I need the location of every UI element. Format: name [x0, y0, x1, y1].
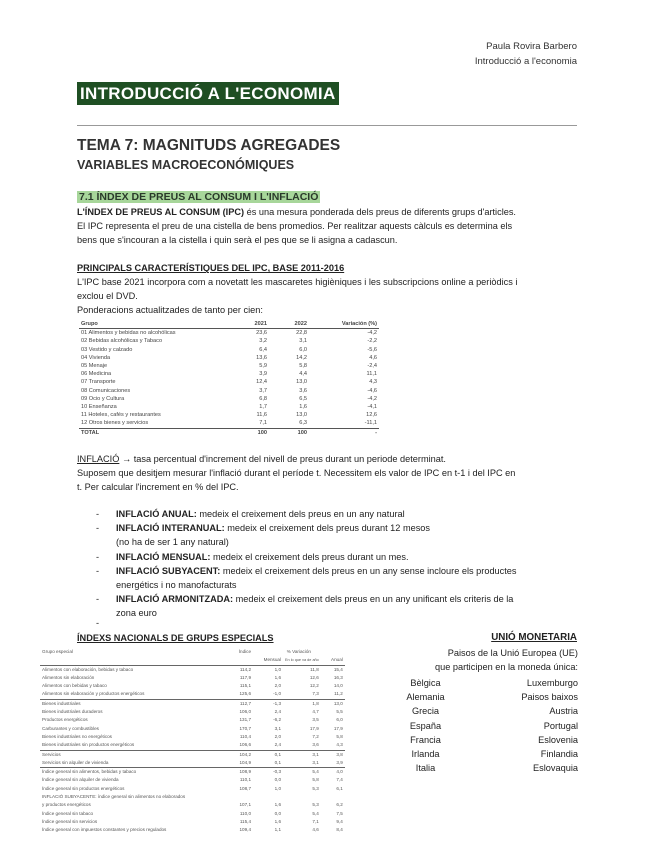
- table-row: [40, 682, 345, 690]
- bullet-continuation: energétics i no manofacturats: [116, 580, 237, 591]
- table-cell: -4,2: [367, 395, 377, 402]
- table-row: [79, 419, 379, 428]
- table-cell: 7,5: [336, 810, 343, 816]
- table-row: [40, 741, 345, 750]
- table-cell: 114,2: [239, 666, 251, 672]
- special-groups-table: [40, 648, 345, 835]
- table-cell: 06 Medicina: [81, 371, 112, 378]
- bullet-dash: -: [96, 565, 100, 576]
- table-row: [79, 395, 379, 403]
- table-cell: Alimentos sin elaboración y productos energéticos: [42, 691, 145, 697]
- bullet-term: INFLACIÓ INTERANUAL:: [116, 523, 225, 534]
- table-cell: -2,4: [367, 363, 377, 370]
- table-cell: [225, 793, 253, 801]
- table-cell: 04 Vivienda: [81, 354, 111, 361]
- bullet-dash: -: [96, 509, 100, 519]
- table-cell: 01 Alimentos y bebidas no alcohólicas: [81, 330, 176, 337]
- table-cell: 1,0: [274, 666, 281, 672]
- special-table-wrap: [40, 648, 345, 835]
- table-cell: 0,0: [274, 810, 281, 816]
- table-cell: 3,9: [259, 371, 267, 378]
- table-row: [40, 793, 345, 801]
- table-row: [79, 378, 379, 386]
- table-cell: 3,1: [312, 759, 319, 765]
- table-cell: 2,0: [274, 683, 281, 689]
- table-cell: 106,0: [239, 709, 251, 715]
- table-header-row: [79, 320, 379, 329]
- inflation-definition: [77, 452, 582, 495]
- total-cell: 100: [239, 428, 269, 437]
- monetary-union-sub1: Paisos de la Unió Europea (UE): [447, 648, 578, 658]
- table-cell: 17,9: [333, 725, 343, 731]
- table-row: [40, 801, 345, 809]
- table-cell: 1,6: [274, 802, 281, 808]
- table-cell: 1,6: [299, 404, 307, 411]
- bullet-continuation: zona euro: [116, 608, 157, 619]
- features-line3: Ponderacions actualitzades de tanto per cien:: [77, 305, 263, 316]
- table-cell: 1,7: [259, 404, 267, 411]
- table-cell: 1,6: [274, 818, 281, 824]
- table-cell: 07 Transporte: [81, 379, 116, 386]
- weights-table: [79, 320, 379, 437]
- table-cell: 5,8: [336, 733, 343, 739]
- features-line2: exclou el DVD.: [77, 291, 138, 302]
- table-cell: 112,7: [225, 699, 253, 708]
- table-cell: 4,7: [312, 709, 319, 715]
- table-cell: 4,0: [321, 768, 345, 777]
- country-name: Eslovaquia: [533, 763, 578, 774]
- header-cell: 2022: [269, 320, 309, 329]
- country-name: Francia: [410, 734, 441, 745]
- table-row: [79, 329, 379, 338]
- table-cell: -4,2: [367, 330, 377, 337]
- table-cell: 4,6: [369, 354, 377, 361]
- course-banner: INTRODUCCIÓ A L'ECONOMIA: [77, 82, 339, 105]
- weights-table-wrap: [79, 320, 379, 437]
- bullet-continuation: (no ha de ser 1 any natural): [116, 537, 229, 548]
- table-cell: 3,5: [312, 717, 319, 723]
- ipc-def-line3: bens que s'incouran a la cistella i quin serà el pes que se li asigna a cadascun.: [77, 235, 398, 246]
- table-cell: 2,0: [274, 733, 281, 739]
- list-item: [96, 592, 586, 620]
- features-line1: L'IPC base 2021 incorpora com a novetatt les mascaretes higièniques i les subscripcions online a periòdics i: [77, 277, 518, 287]
- total-cell: TOTAL: [79, 428, 239, 437]
- table-cell: 110,0: [239, 810, 251, 816]
- table-cell: -0,3: [253, 768, 283, 777]
- table-cell: 12 Otros bienes y servicios: [81, 420, 149, 427]
- list-item: [96, 564, 586, 592]
- table-cell: 09 Ocio y Cultura: [81, 395, 125, 402]
- country-row: [398, 690, 578, 704]
- bullet-term: INFLACIÓ SUBYACENT:: [116, 565, 221, 576]
- table-row: [40, 768, 345, 777]
- table-cell: 11,2: [334, 691, 343, 697]
- table-cell: 7,3: [312, 691, 319, 697]
- country-name: Irlanda: [411, 749, 440, 760]
- table-cell: 0,1: [274, 759, 281, 765]
- table-row: [40, 818, 345, 826]
- table-cell: 5,9: [259, 363, 267, 370]
- table-cell: 110,4: [239, 733, 251, 739]
- table-cell: 12,2: [309, 683, 319, 689]
- table-cell: 6,1: [336, 785, 343, 791]
- author-name: Paula Rovira Barbero: [486, 41, 577, 52]
- table-cell: 13,0: [296, 412, 307, 419]
- table-cell: -4,1: [367, 404, 377, 411]
- topic-title: TEMA 7: MAGNITUDS AGREGADES: [77, 137, 341, 154]
- table-cell: 11,1: [366, 371, 377, 378]
- table-cell: Alimentos sin elaboración: [42, 674, 95, 680]
- bullet-text: medeix el creixement dels preus en un any natural: [196, 509, 405, 519]
- country-name: Luxemburgo: [526, 678, 578, 688]
- table-cell: 5,4: [283, 768, 321, 777]
- header-cell: % Variación: [286, 649, 311, 654]
- table-cell: 6,5: [299, 395, 307, 402]
- header-cell: Índice: [238, 649, 251, 654]
- special-groups-title: ÍNDEXS NACIONALS DE GRUPS ESPECIALS: [77, 633, 274, 643]
- table-row: [40, 716, 345, 724]
- table-cell: 7,1: [259, 420, 267, 427]
- table-cell: 9,4: [336, 818, 343, 824]
- inflation-line3: t. Per calcular l'increment en % del IPC.: [77, 482, 239, 493]
- table-cell: -4,6: [367, 387, 377, 394]
- table-cell: 17,9: [309, 725, 319, 731]
- course-name: Introducció a l'economia: [474, 56, 577, 67]
- table-row: [40, 725, 345, 733]
- table-cell: y productos energéticos: [42, 802, 91, 808]
- ipc-term: L'ÍNDEX DE PREUS AL CONSUM (IPC): [77, 207, 245, 217]
- table-total-row: [79, 428, 379, 437]
- table-cell: 3,2: [259, 338, 267, 345]
- table-cell: 109,4: [239, 827, 251, 833]
- arrow-icon: →: [121, 454, 132, 464]
- table-cell: 5,4: [312, 810, 319, 816]
- table-cell: Índice general sin tabaco: [42, 810, 94, 816]
- table-cell: 13,0: [321, 699, 345, 708]
- table-cell: 22,8: [296, 330, 307, 337]
- table-row: [40, 826, 345, 834]
- table-row: [40, 759, 345, 768]
- table-cell: 05 Menaje: [81, 363, 108, 370]
- table-header-row: [40, 648, 345, 656]
- table-cell: Bienes industriales no energéticos: [42, 733, 112, 739]
- bullet-term: INFLACIÓ MENSUAL:: [116, 551, 211, 562]
- inflation-line2: Suposem que desitjem mesurar l'inflació durant el període t. Necessitem els valor de IPC en t-1 i del IPC en: [77, 468, 516, 479]
- table-cell: 110,1: [239, 777, 251, 783]
- table-cell: 3,6: [299, 387, 307, 394]
- table-row: [40, 776, 345, 784]
- country-name: Austria: [549, 706, 578, 717]
- table-cell: 117,9: [239, 674, 251, 680]
- table-cell: 4,4: [299, 371, 307, 378]
- table-cell: 0,1: [253, 750, 283, 759]
- table-row: [79, 346, 379, 354]
- table-cell: 14,2: [296, 354, 307, 361]
- table-cell: -5,6: [367, 346, 377, 353]
- table-cell: 3,8: [321, 750, 345, 759]
- extra-dash: -: [96, 618, 100, 628]
- table-cell: 1,8: [283, 699, 321, 708]
- table-cell: 6,0: [336, 717, 343, 723]
- country-name: Bèlgica: [410, 678, 441, 688]
- table-cell: Índice general sin servicios: [42, 818, 98, 824]
- table-cell: 2,4: [274, 742, 281, 748]
- table-cell: 115,1: [239, 683, 251, 689]
- bullet-dash: -: [96, 551, 100, 562]
- table-cell: 3,1: [299, 338, 307, 345]
- table-cell: -6,2: [273, 717, 281, 723]
- table-cell: 14,0: [333, 683, 343, 689]
- country-name: Finlandia: [540, 749, 578, 760]
- table-cell: 02 Bebidas alcohólicas y Tabaco: [81, 338, 163, 345]
- table-cell: Índice general con impuestos constantes y precios regulados: [42, 827, 167, 833]
- table-cell: Alimentos con elaboración, bebidas y tabaco: [42, 666, 134, 672]
- country-name: Paisos baixos: [521, 692, 578, 703]
- table-cell: 6,4: [259, 346, 267, 353]
- table-cell: 1,6: [274, 674, 281, 680]
- table-cell: Servicios sin alquiler de vivienda: [42, 759, 109, 765]
- inflation-term: INFLACIÓ: [77, 454, 120, 464]
- table-cell: 2,4: [274, 709, 281, 715]
- table-row: [79, 337, 379, 345]
- table-cell: Índice general sin alquiler de vivienda: [42, 777, 119, 783]
- table-cell: [321, 793, 345, 801]
- table-row: [79, 403, 379, 411]
- list-item: [96, 507, 586, 521]
- country-row: [398, 761, 578, 775]
- total-cell: -: [309, 428, 379, 437]
- table-cell: Bienes industriales: [40, 699, 225, 708]
- table-cell: 131,7: [239, 717, 251, 723]
- header-cell: Grupo especial: [42, 649, 73, 654]
- document-header: [475, 39, 577, 69]
- table-row: [79, 387, 379, 395]
- table-cell: 7,4: [336, 777, 343, 783]
- country-name: Eslovenia: [538, 734, 578, 745]
- header-cell: Variación (%): [309, 320, 379, 329]
- table-cell: 7,2: [312, 733, 319, 739]
- table-row: [40, 785, 345, 793]
- monetary-union-sub2: que participen en la moneda única:: [434, 662, 578, 672]
- table-cell: Índice general sin alimentos, bebidas y tabaco: [40, 768, 225, 777]
- table-cell: 15,4: [333, 666, 343, 672]
- country-name: Alemania: [406, 692, 445, 703]
- table-cell: 4,6: [312, 827, 319, 833]
- country-name: Grecia: [411, 706, 440, 717]
- total-cell: 100: [269, 428, 309, 437]
- table-cell: 3,6: [312, 742, 319, 748]
- table-cell: Productos energéticos: [42, 717, 88, 723]
- table-cell: -1,3: [253, 699, 283, 708]
- table-cell: 115,4: [239, 818, 251, 824]
- table-row: [40, 810, 345, 818]
- table-cell: [283, 793, 321, 801]
- table-row: [40, 699, 345, 708]
- bullet-term: INFLACIÓ ANUAL:: [116, 509, 197, 519]
- table-cell: -1,0: [273, 691, 281, 697]
- table-cell: Bienes industriales sin productos energéticos: [42, 742, 135, 748]
- country-name: Italia: [415, 763, 436, 774]
- table-row: [40, 665, 345, 674]
- subheader-cell: Anual: [321, 656, 345, 665]
- table-cell: 12,6: [309, 674, 319, 680]
- table-cell: [253, 793, 283, 801]
- table-cell: 12,6: [366, 412, 377, 419]
- table-cell: 170,7: [239, 725, 251, 731]
- section-title: 7.1 ÍNDEX DE PREUS AL CONSUM I L'INFLACIÓ: [79, 191, 319, 203]
- country-row: [398, 719, 578, 733]
- table-cell: -2,2: [367, 338, 377, 345]
- table-cell: 5,8: [299, 363, 307, 370]
- table-cell: 5,3: [312, 802, 319, 808]
- bullet-text: medeix el creixement dels preus en un any unificant els criteris de la: [233, 594, 514, 605]
- ipc-definition: [77, 205, 582, 248]
- table-row: [79, 411, 379, 419]
- country-name: España: [409, 720, 442, 731]
- table-cell: 7,1: [312, 818, 319, 824]
- table-cell: 0,0: [274, 777, 281, 783]
- country-row: [398, 733, 578, 747]
- bullet-dash: -: [96, 523, 100, 534]
- bullet-text: medeix el creixement dels preus durant 12 mesos: [224, 523, 431, 534]
- table-cell: Carburantes y combustibles: [42, 725, 99, 731]
- table-row: [79, 354, 379, 362]
- table-cell: 13,6: [256, 354, 267, 361]
- bullet-dash: -: [96, 594, 100, 605]
- table-cell: INFLACIÓ SUBYACENTE: índice general sin alimentos no elaborados: [42, 794, 186, 800]
- table-cell: 8,4: [336, 827, 343, 833]
- table-cell: 23,6: [256, 330, 267, 337]
- table-cell: 3,7: [259, 387, 267, 394]
- table-cell: 13,0: [296, 379, 307, 386]
- table-cell: 6,0: [299, 346, 307, 353]
- table-row: [40, 708, 345, 716]
- table-row: [79, 370, 379, 378]
- table-cell: 125,6: [239, 691, 251, 697]
- table-cell: 3,1: [274, 725, 281, 731]
- country-name: Portugal: [543, 720, 578, 731]
- table-cell: 6,8: [259, 395, 267, 402]
- table-cell: -11,1: [364, 420, 377, 427]
- inflation-def: tasa percentual d'increment del nivell de preus durant un periode determinat.: [133, 454, 446, 464]
- country-row: [398, 676, 578, 690]
- ipc-def-line2: El IPC representa el preu de una cistella de bens promedios. Per realitzar aquests càlculs es determina els: [77, 221, 513, 232]
- table-row: [79, 362, 379, 370]
- features-text: [77, 275, 582, 318]
- topic-subtitle: VARIABLES MACROECONÓMIQUES: [77, 158, 295, 172]
- table-cell: 11,8: [310, 666, 319, 672]
- table-cell: 11 Hoteles, cafés y restaurantes: [81, 412, 161, 419]
- table-row: [40, 733, 345, 741]
- table-cell: 4,3: [336, 742, 343, 748]
- table-cell: 104,9: [239, 759, 251, 765]
- list-item: [96, 521, 586, 549]
- table-cell: 104,2: [225, 750, 253, 759]
- table-cell: 3,9: [336, 759, 343, 765]
- table-cell: Alimentos con bebidas y tabaco: [42, 683, 107, 689]
- table-cell: 107,1: [239, 802, 251, 808]
- subheader-cell: Mensual: [253, 656, 283, 665]
- bullet-term: INFLACIÓ ARMONITZADA:: [116, 594, 234, 605]
- table-cell: 3,1: [283, 750, 321, 759]
- country-row: [398, 704, 578, 718]
- features-title: PRINCIPALS CARACTERÍSTIQUES DEL IPC, BASE 2011-2016: [77, 263, 345, 273]
- table-cell: 1,1: [274, 827, 281, 833]
- header-cell: 2021: [239, 320, 269, 329]
- table-cell: 108,7: [239, 785, 251, 791]
- table-cell: 1,0: [274, 785, 281, 791]
- ipc-def-text: és una mesura ponderada dels preus de diferents grups d'articles.: [244, 207, 516, 217]
- table-cell: 03 Vestido y calzado: [81, 346, 133, 353]
- table-cell: Bienes industriales duraderos: [42, 709, 103, 715]
- table-cell: 5,3: [312, 785, 319, 791]
- table-cell: 6,2: [336, 802, 343, 808]
- country-row: [398, 747, 578, 761]
- table-cell: 10 Enseñanza: [81, 404, 117, 411]
- table-cell: 5,5: [336, 709, 343, 715]
- table-row: [40, 690, 345, 699]
- table-cell: 5,8: [312, 777, 319, 783]
- list-item: [96, 550, 586, 564]
- table-cell: 16,3: [333, 674, 343, 680]
- table-cell: Servicios: [40, 750, 225, 759]
- monetary-union-title: UNIÓ MONETARIA: [491, 632, 577, 643]
- table-cell: 6,3: [299, 420, 307, 427]
- table-cell: Índice general sin productos energéticos: [42, 785, 125, 791]
- bullet-text: medeix el creixement dels preus durant un mes.: [210, 551, 409, 562]
- bullet-text: medeix el creixement dels preus en un any sense incloure els productes: [220, 565, 517, 576]
- table-cell: 4,3: [369, 379, 377, 386]
- table-cell: 08 Comunicaciones: [81, 387, 131, 394]
- country-list: [398, 676, 578, 775]
- table-subheader-row: [40, 656, 345, 665]
- monetary-union-subtitle: [398, 646, 578, 674]
- table-cell: 11,6: [256, 412, 267, 419]
- table-row: [40, 674, 345, 682]
- inflation-types-list: [96, 507, 586, 621]
- table-cell: 12,4: [256, 379, 267, 386]
- table-row: [40, 750, 345, 759]
- subheader-cell: En lo que va de año: [283, 656, 321, 665]
- divider: [77, 125, 577, 126]
- header-cell: Grupo: [79, 320, 239, 329]
- table-cell: 106,6: [239, 742, 251, 748]
- table-cell: 108,9: [225, 768, 253, 777]
